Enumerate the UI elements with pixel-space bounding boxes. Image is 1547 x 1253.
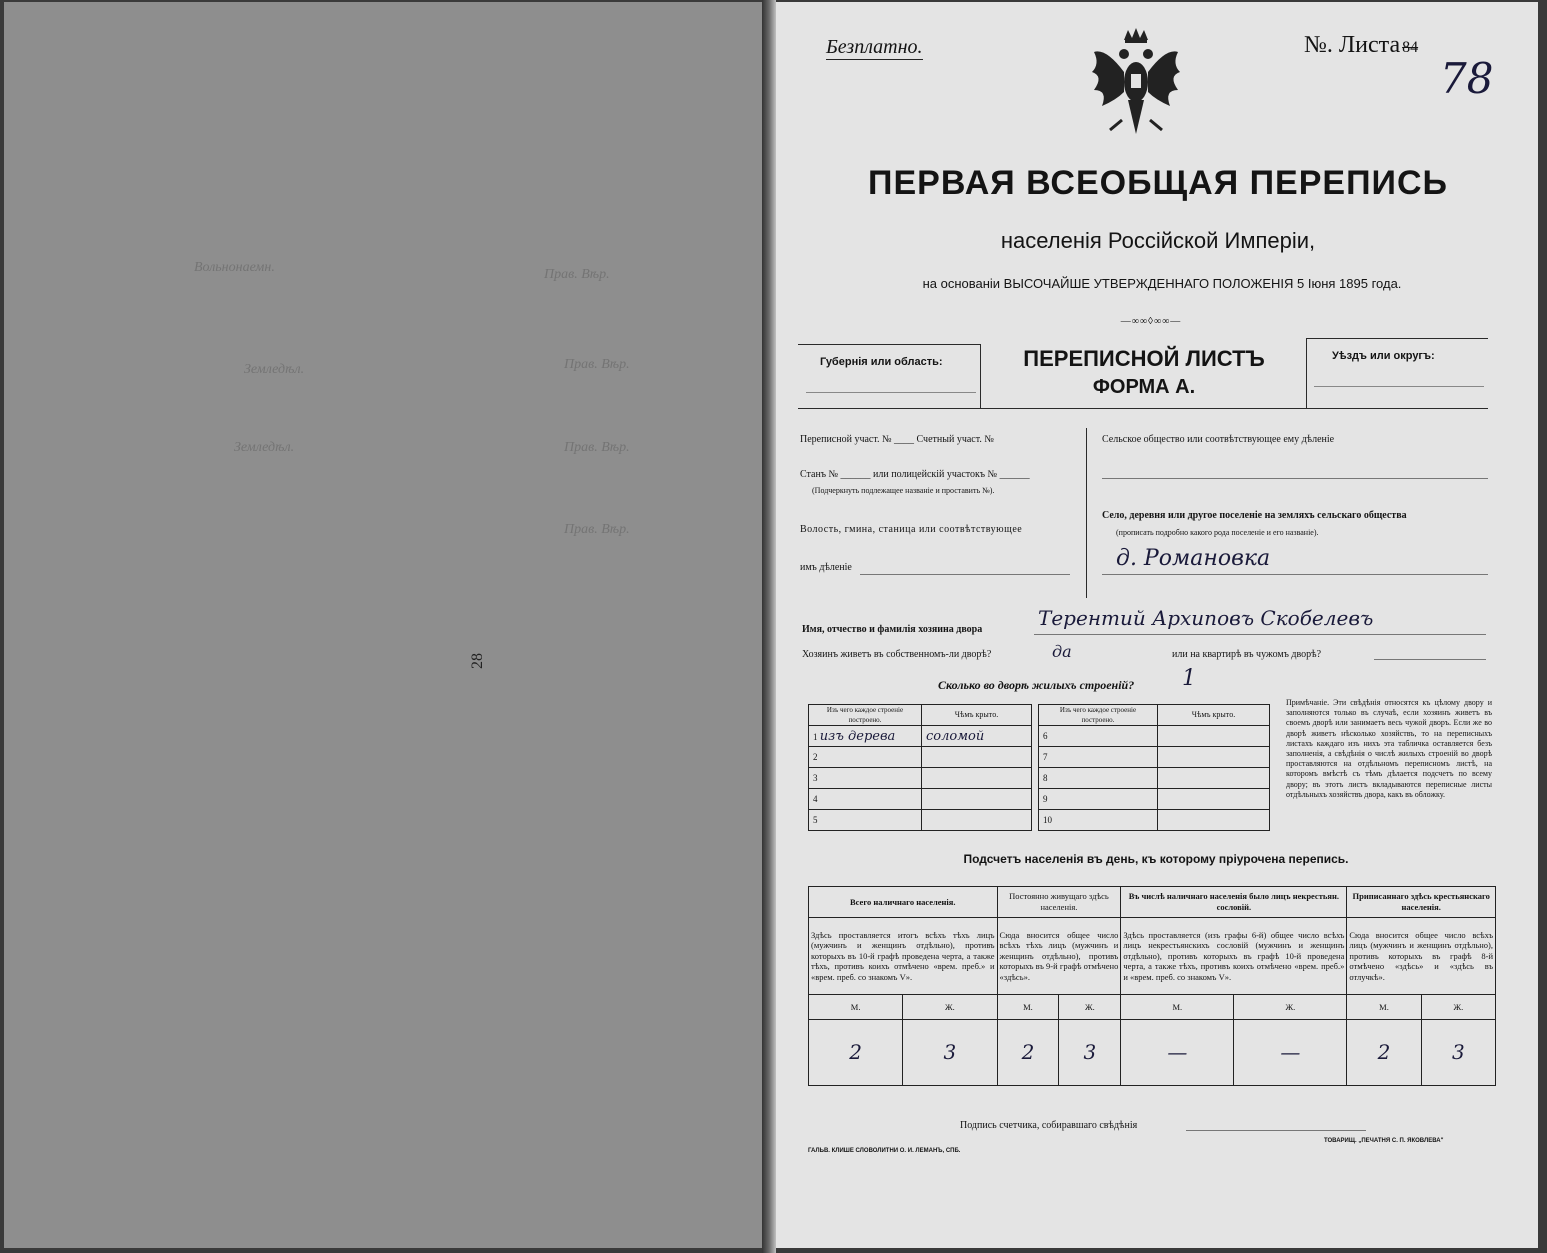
village-field[interactable]: Село, деревня или другое поселеніе на земляхъ сельскаго общества [1102, 510, 1407, 521]
printer-right: ТОВАРИЩ. „ПЕЧАТНЯ С. П. ЯКОВЛЕВА" [1324, 1138, 1444, 1144]
building-row: 5 [809, 810, 1032, 831]
building-row: 4 [809, 789, 1032, 810]
owner-name-value: Терентий Архиповъ Скобелевъ [1038, 606, 1374, 630]
legal-basis: на основаніи ВЫСОЧАЙШЕ УТВЕРЖДЕННАГО ПОЛОЖЕНІЯ 5 Іюня 1895 года. [922, 276, 1402, 291]
lives-own-label: Хозяинъ живетъ въ собственномъ-ли дворѣ? [802, 649, 992, 660]
free-label: Безплатно. [826, 36, 923, 58]
resident-female: 3 [1059, 1019, 1121, 1085]
building-row: 3 [809, 768, 1032, 789]
total-male: 2 [809, 1019, 903, 1085]
sex-header-row: М. Ж. М. Ж. М. Ж. М. Ж. [809, 995, 1496, 1019]
buildings-note: Примѣчаніе. Эти свѣдѣнія относятся къ цѣлому двору и заполняются только въ случаѣ, если хозяинъ живетъ въ своемъ дворѣ или занимаетъ весь чужой дворъ. Если же во дворѣ живетъ нѣсколько хозяйствъ, то на переписныхъ листахъ каждаго изъ нихъ эта табличка оставляется безъ заполненія, а свѣдѣнія о числѣ жилыхъ строеній во дворѣ проставляются на отдѣльномъ переписномъ листѣ, на которомъ вмѣстѣ съ тѣмъ дѣлается подсчетъ по всему двору; въ этотъ листъ вкладываются переписные листы отдѣльныхъ хозяйствъ двора, какъ въ обложку. [1286, 698, 1492, 799]
lives-own-value: да [1052, 642, 1072, 661]
rural-society-field[interactable]: Сельское общество или соотвѣтствующее ему дѣленіе [1102, 434, 1335, 445]
district-label: Уѣздъ или округъ: [1332, 350, 1435, 362]
pencil-mark: 28 [469, 653, 486, 669]
population-title: Подсчетъ населенія въ день, къ которому пріурочена перепись. [963, 852, 1349, 866]
building-row: 2 [809, 747, 1032, 768]
signature-label: Подпись счетчика, собиравшаго свѣдѣнія [960, 1120, 1138, 1131]
resident-male: 2 [997, 1019, 1059, 1085]
village-value: д. Романовка [1116, 546, 1271, 571]
census-section-field[interactable]: Переписной участ. № ____ Счетный участ. № [800, 434, 994, 445]
sheet-number-label: №. Листа 84 [1304, 32, 1419, 58]
building-row: 6 [1039, 726, 1270, 747]
main-title: ПЕРВАЯ ВСЕОБЩАЯ ПЕРЕПИСЬ [868, 164, 1448, 202]
book-spine [762, 0, 776, 1253]
nonpeasant-female: — [1234, 1019, 1347, 1085]
left-page-previous-sheet: Вольнонаемн. Земледѣл. Земледѣл. Прав. Вѣр. Прав. Вѣр. Прав. Вѣр. Прав. Вѣр. 28 [4, 2, 762, 1248]
buildings-value: 1 [1182, 666, 1196, 691]
form-title: ПЕРЕПИСНОЙ ЛИСТЪ [1023, 346, 1265, 371]
building-row: 8 [1039, 768, 1270, 789]
sheet-number-crossed: 84 [1402, 39, 1419, 56]
lives-rent-label: или на квартирѣ въ чужомъ дворѣ? [1172, 649, 1322, 660]
census-form-page [776, 2, 1538, 1248]
province-label: Губернія или область: [820, 356, 943, 368]
registered-male: 2 [1347, 1019, 1421, 1085]
buildings-table-right: Изъ чего каждое строеніе построено. Чѣмъ крыто. 6 7 8 9 10 [1038, 704, 1270, 831]
village-note: (прописать подробно какого рода поселеніе и его названіе). [1116, 528, 1319, 537]
population-table: Всего наличнаго населенія. Постоянно живущаго здѣсь населенія. Въ числѣ наличнаго населенія было лицъ некрестьян. сословій. Приписаннаго здѣсь крестьянскаго населенія. Здѣсь проставляется итогъ всѣхъ тѣхъ лицъ (мужчинъ и женщинъ отдѣльно), противъ которыхъ въ 10-й графѣ проведена черта, а также тѣхъ, противъ коихъ отмѣчено «врем. преб.» и «врем. преб. со знакомъ V». Сюда вносится общее число всѣхъ тѣхъ лицъ (мужчинъ и женщинъ отдѣльно), противъ которыхъ въ 9-й графѣ отмѣчено «здѣсь». Здѣсь проставляется (изъ графы 6-й) общее число всѣхъ лицъ некрестьянскихъ сословій (мужчинъ и женщинъ отдѣльно), противъ которыхъ въ графѣ 10-й проведена черта, а также тѣхъ, противъ коихъ отмѣчено «врем. преб.» и «врем. преб. со знакомъ V». Сюда вносится общее число всѣхъ лицъ (мужчинъ и женщинъ отдѣльно), противъ которыхъ въ графѣ 8-й отмѣчено «здѣсь» и «здѣсь въ отлучкѣ». М. Ж. М. Ж. М. Ж. М. Ж. 2 3 2 3 — — 2 3 [808, 886, 1496, 1086]
buildings-question: Сколько во дворѣ жилыхъ строеній? [938, 678, 1135, 692]
volost-field[interactable]: Волость, гмина, станица или соотвѣтствующее [800, 524, 1023, 535]
form-type: ФОРМА А. [1092, 376, 1196, 398]
building-row: 9 [1039, 789, 1270, 810]
nonpeasant-male: — [1121, 1019, 1234, 1085]
subtitle: населенія Россійской Имперіи, [1000, 228, 1316, 253]
double-headed-eagle-emblem [1088, 26, 1184, 142]
building-row: 7 [1039, 747, 1270, 768]
owner-name-label: Имя, отчество и фамилія хозяина двора [802, 624, 983, 635]
building-row: 10 [1039, 810, 1270, 831]
population-values-row [809, 1019, 1496, 1085]
stan-field[interactable]: Станъ № ______ или полицейскій участокъ № ______ [800, 469, 1030, 480]
underline-note: (Подчеркнуть подлежащее названіе и проставить №). [812, 486, 995, 495]
registered-female: 3 [1421, 1019, 1495, 1085]
ornament-divider: —∞∞◊∞∞— [1120, 316, 1182, 327]
building-row: 1 изъ дерева соломой [809, 726, 1032, 747]
buildings-table-left [808, 704, 1032, 831]
printer-left: ГАЛЬВ. КЛИШЕ СЛОВОЛИТНИ О. И. ЛЕМАНЪ, СПБ. [808, 1148, 961, 1154]
total-female: 3 [903, 1019, 997, 1085]
sheet-number-handwritten: 78 [1440, 54, 1494, 103]
volost-field-2: имъ дѣленіе [800, 562, 852, 573]
col-material: Изъ чего каждое строеніе построено. [809, 705, 922, 726]
col-roof: Чѣмъ крыто. [922, 705, 1032, 726]
